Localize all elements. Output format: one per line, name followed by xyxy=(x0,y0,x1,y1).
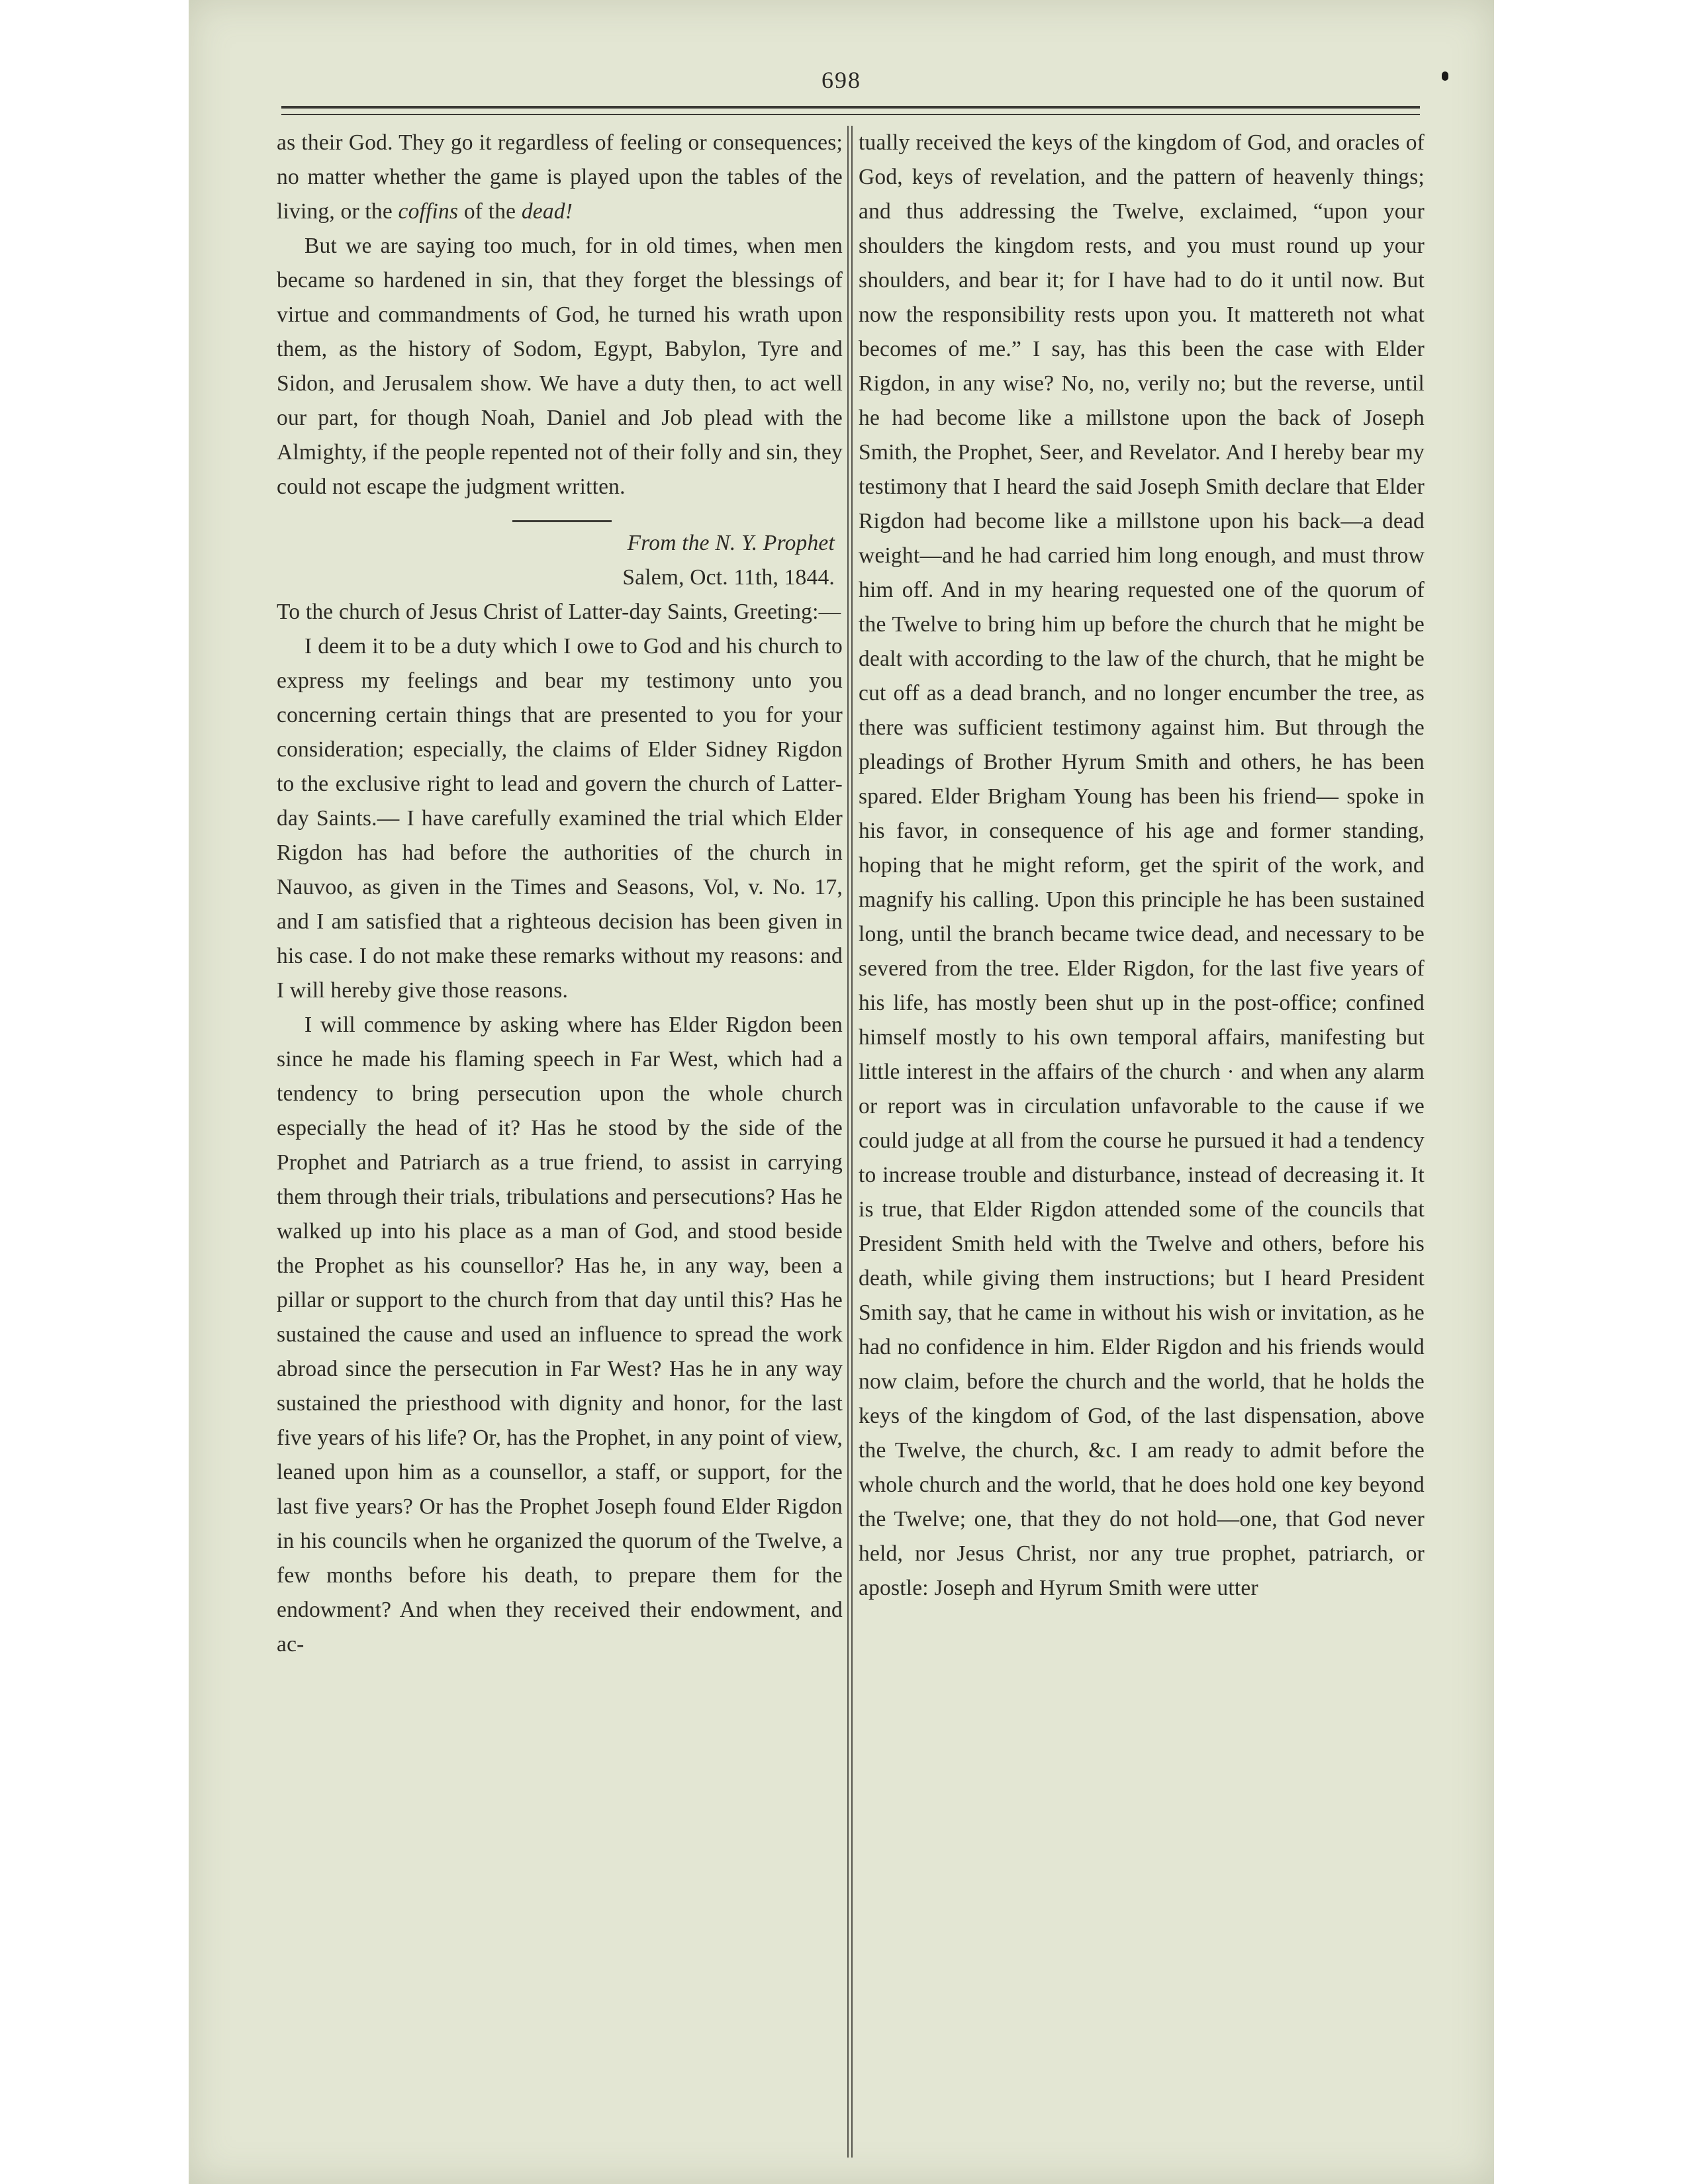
right-paragraph-1: tually received the keys of the kingdom of God, and oracles of God, keys of revelation, and the pattern of heavenly things; and thus addressing the Twelve, exclaimed, “upon your shoulders the kingdom rests, and you must round up your shoulders, and bear it; for I have had to do it until now. But now the responsibility rests upon you. It mattereth not what becomes of me.” I say, has this been the case with Elder Rigdon, in any wise? No, no, verily no; but the reverse, until he had become like a millstone upon the back of Joseph Smith, the Prophet, Seer, and Revelator. And I hereby bear my testimony that I heard the said Joseph Smith declare that Elder Rigdon had become like a millstone upon his back—a dead weight—and he had carried him long enough, and must throw him off. And in my hearing requested one of the quorum of the Twelve to bring him up before the church that he might be dealt with according to the law of the church, that he might be cut off as a dead branch, and no longer encumber the tree, as there was sufficient testimony against him. But through the pleadings of Brother Hyrum Smith and others, he has been spared. Elder Brigham Young has been his friend— spoke in his favor, in consequence of his age and former standing, hoping that he might reform, get the spirit of the work, and magnify his calling. Upon this principle he has been sustained long, until the branch became twice dead, and necessary to be severed from the tree. Elder Rigdon, for the last five years of his life, has mostly been shut up in the post-office; confined himself mostly to his own temporal affairs, manifesting but little interest in the affairs of the church · and when any alarm or report was in circulation unfavorable to the cause if we could judge at all from the course he pursued it had a tendency to increase trouble and disturbance, instead of decreasing it. It is true, that Elder Rigdon attended some of the councils that President Smith held with the Twelve and others, before his death, while giving them instructions; but I heard President Smith say, that he came in without his wish or invitation, as he had no confidence in him. Elder Rigdon and his friends would now claim, before the church and the world, that he holds the keys of the kingdom of God, of the last dispensation, above the Twelve, the church, &c. I am ready to admit before the whole church and the world, that he does hold one key beyond the Twelve; one, that they do not hold—one, that God never held, nor Jesus Christ, nor any true prophet, patriarch, or apostle: Joseph and Hyrum Smith were utter xyxy=(859,130,1425,1600)
letter-salutation: To the church of Jesus Christ of Latter-day Saints, Greeting:— xyxy=(277,600,841,624)
newspaper-page xyxy=(189,0,1494,2184)
header-rule-thin xyxy=(281,114,1420,115)
column-divider-right xyxy=(851,126,853,2158)
left-paragraph-3: I deem it to be a duty which I owe to God and his church to express my feelings and bear my testimony unto you concerning certain things that are presented to you for your consideration; especially, the claims of Elder Sidney Rigdon to the exclusive right to lead and govern the church of Latter-day Saints.— I have carefully examined the trial which Elder Rigdon has had before the authorities of the church in Nauvoo, as given in the Times and Seasons, Vol, v. No. 17, and I am satisfied that a righteous decision has been given in his case. I do not make these remarks without my reasons: and I will hereby give those reasons. xyxy=(277,634,843,1003)
left-paragraph-2: But we are saying too much, for in old times, when men became so hardened in sin, that they forget the blessings of virtue and commandments of God, he turned his wrath upon them, as the history of Sodom, Egypt, Babylon, Tyre and Sidon, and Jerusalem show. We have a duty then, to act well our part, for though Noah, Daniel and Job plead with the Almighty, if the people repented not of their folly and sin, they could not escape the judgment written. xyxy=(277,234,843,499)
left-paragraph-1: as their God. They go it regardless of feeling or consequences; no matter whether the game is played upon the tables of the living, or the coffins of the dead! xyxy=(277,130,843,224)
header-rule-thick xyxy=(281,106,1420,109)
dateline-source: From the N. Y. Prophet xyxy=(627,531,835,555)
column-divider-left xyxy=(847,126,849,2158)
emphasis-dead: dead! xyxy=(521,199,573,224)
section-divider xyxy=(512,520,612,522)
page-number: 698 xyxy=(821,67,861,93)
left-column xyxy=(277,126,843,1662)
dateline-place-date: Salem, Oct. 11th, 1844. xyxy=(622,565,835,590)
left-paragraph-4: I will commence by asking where has Elder Rigdon been since he made his flaming speech in Far West, which had a tendency to bring persecution upon the whole church especially the head of it? Has he stood by the side of the Prophet and Patriarch as a true friend, to assist in carrying them through their trials, tribulations and persecutions? Has he walked up into his place as a man of God, and stood beside the Prophet as his counsellor? Has he, in any way, been a pillar or support to the church from that day until this? Has he sustained the cause and used an influence to spread the work abroad since the persecution in Far West? Has he in any way sustained the priesthood with dignity and honor, for the last five years of his life? Or, has the Prophet, in any point of view, leaned upon him as a counsellor, a staff, or support, for the last five years? Or has the Prophet Joseph found Elder Rigdon in his councils when he organized the quorum of the Twelve, a few months before his death, to prepare them for the endowment? And when they received their endowment, and ac- xyxy=(277,1013,843,1657)
ink-mark xyxy=(1442,71,1448,81)
emphasis-coffins: coffins xyxy=(398,199,459,224)
right-column xyxy=(859,126,1425,1606)
